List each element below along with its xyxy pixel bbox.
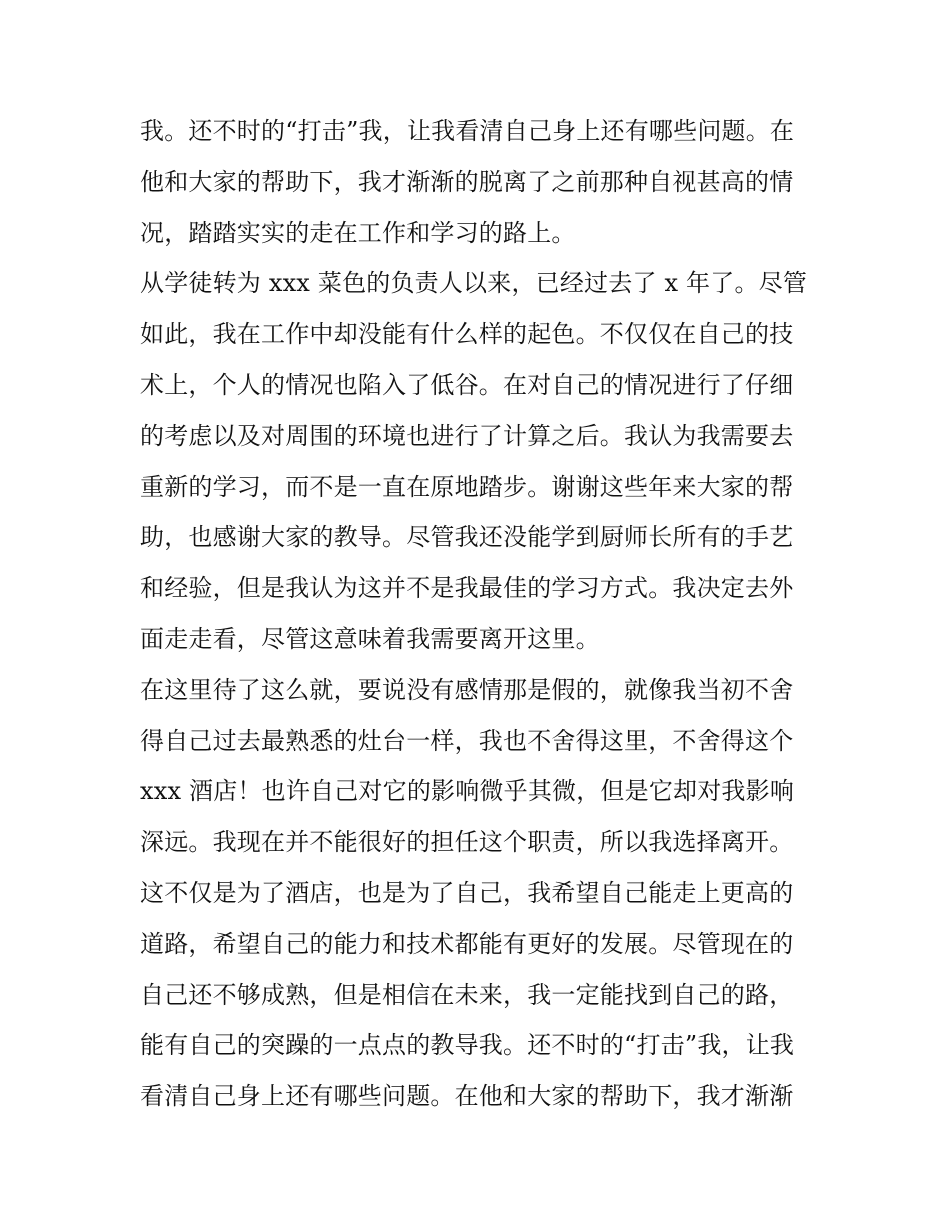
text-line: 助，也感谢大家的教导。尽管我还没能学到厨师长所有的手艺 [140,523,794,552]
text-line: 这不仅是为了酒店，也是为了自己，我希望自己能走上更高的 [140,878,794,907]
text-line: 我。还不时的“打击”我，让我看清自己身上还有哪些问题。在 [140,117,795,145]
text-line: 自己还不够成熟，但是相信在未来，我一定能找到自己的路， [140,980,794,1009]
text-line: 得自己过去最熟悉的灶台一样，我也不舍得这里，不舍得这个 [140,726,794,755]
text-line: 从学徒转为 xxx 菜色的负责人以来，已经过去了 x 年了。尽管 [140,269,808,298]
text-line: 他和大家的帮助下，我才渐渐的脱离了之前那种自视甚高的情 [140,167,794,196]
text-line: 况，踏踏实实的走在工作和学习的路上。 [140,218,576,247]
text-line: 如此，我在工作中却没能有什么样的起色。不仅仅在自己的技 [140,320,794,349]
text-line: 重新的学习，而不是一直在原地踏步。谢谢这些年来大家的帮 [140,472,794,501]
text-line: 术上，个人的情况也陷入了低谷。在对自己的情况进行了仔细 [140,370,794,399]
text-line: 的考虑以及对周围的环境也进行了计算之后。我认为我需要去 [140,421,794,450]
text-line: 面走走看，尽管这意味着我需要离开这里。 [140,624,600,653]
text-line: 能有自己的突躁的一点点的教导我。还不时的“打击”我，让我 [140,1031,795,1060]
text-line: 在这里待了这么就，要说没有感情那是假的，就像我当初不舍 [140,675,794,704]
document-body [140,106,814,1122]
text-line: 深远。我现在并不能很好的担任这个职责，所以我选择离开。 [140,828,794,857]
text-line: 道路，希望自己的能力和技术都能有更好的发展。尽管现在的 [140,929,794,958]
text-line: 看清自己身上还有哪些问题。在他和大家的帮助下，我才渐渐 [140,1082,794,1111]
text-line: xxx 酒店！也许自己对它的影响微乎其微，但是它却对我影响 [140,777,795,806]
text-line: 和经验，但是我认为这并不是我最佳的学习方式。我决定去外 [140,574,794,603]
